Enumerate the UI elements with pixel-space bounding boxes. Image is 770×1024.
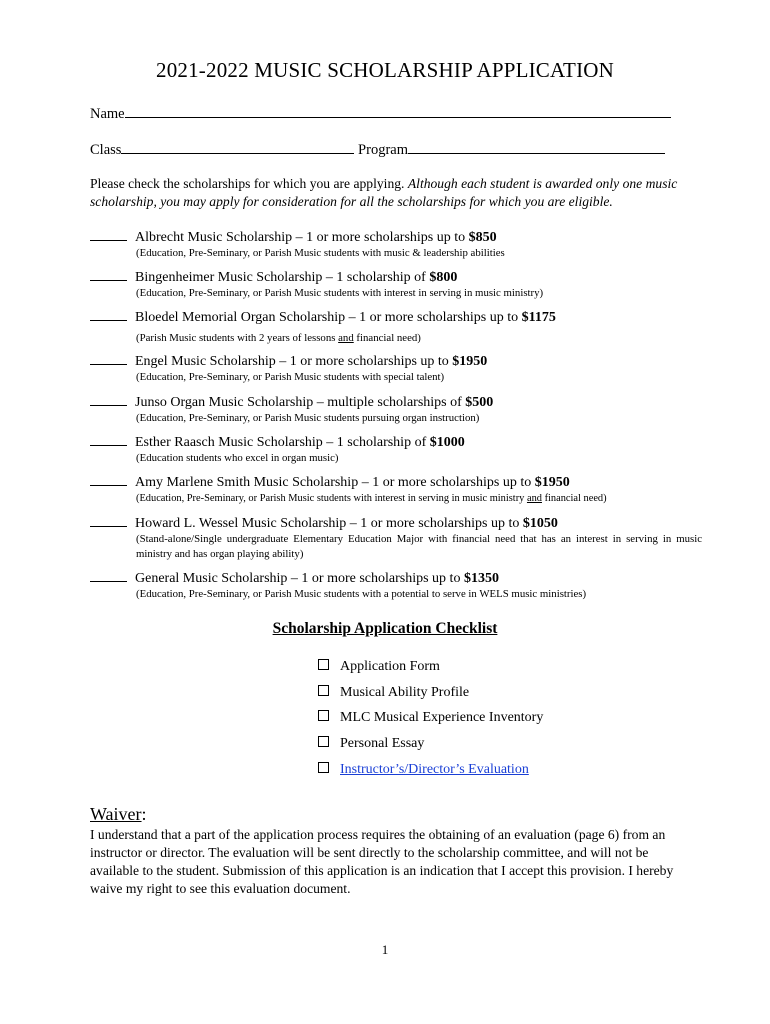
- checklist-item-label: Musical Ability Profile: [340, 685, 470, 700]
- description-text: (Education, Pre-Seminary, or Parish Music students with interest in serving in music ministry: [136, 493, 527, 504]
- scholarship-description: (Education, Pre-Seminary, or Parish Music students with a potential to serve in WELS music ministries): [136, 588, 587, 600]
- description-text: (Parish Music students with 2 years of lessons: [136, 332, 339, 344]
- scholarship-engel: [90, 353, 702, 385]
- scholarship-name: Howard L. Wessel Music Scholarship – 1 or more scholarships up to: [135, 516, 523, 531]
- scholarship-junso: [90, 394, 702, 426]
- waiver-title: Waiver: [90, 804, 142, 824]
- scholarship-amount: $1950: [534, 475, 570, 490]
- scholarship-description: (Education, Pre-Seminary, or Parish Music students with special talent): [136, 371, 445, 383]
- name-blank[interactable]: [125, 104, 671, 118]
- waiver-colon: :: [141, 804, 147, 824]
- scholarship-raasch: [90, 434, 702, 466]
- scholarship-wessel: [90, 515, 702, 562]
- waiver-body: I understand that a part of the application process requires the obtaining of an evaluation (page 6) from an instructor or director. The evaluation will be sent directly to the scholarship committee, and will not be available to the student. Submission of this application is an indication that I accept this provision. I hereby waive my right to see this evaluation document.: [90, 827, 674, 896]
- scholarship-name: Albrecht Music Scholarship – 1 or more scholarships up to: [135, 230, 469, 245]
- scholarship-amount: $850: [468, 230, 497, 245]
- scholarship-amount: $1050: [522, 516, 558, 531]
- checklist-item: [318, 736, 424, 752]
- check-blank[interactable]: [90, 309, 127, 321]
- check-blank[interactable]: [90, 229, 127, 241]
- class-program-row: [90, 140, 665, 159]
- scholarship-description: [136, 491, 710, 506]
- program-blank[interactable]: [408, 140, 665, 154]
- checklist-item: [318, 685, 469, 701]
- checklist-item-label: Application Form: [340, 659, 440, 674]
- check-blank[interactable]: [90, 570, 127, 582]
- intro-text: Please check the scholarships for which you are applying.: [90, 176, 408, 191]
- scholarship-amount: $500: [465, 395, 494, 410]
- checklist-item: [318, 710, 543, 726]
- scholarship-name: Esther Raasch Music Scholarship – 1 scholarship of: [135, 435, 430, 450]
- scholarship-amount: $1350: [463, 571, 499, 586]
- class-label: Class: [90, 142, 122, 158]
- checkbox[interactable]: [318, 685, 329, 696]
- check-blank[interactable]: [90, 394, 127, 406]
- page-number: 1: [381, 942, 389, 957]
- checkbox[interactable]: [318, 736, 329, 747]
- scholarship-description: (Education, Pre-Seminary, or Parish Music students with music & leadership abilities: [136, 247, 505, 259]
- scholarship-name: Bingenheimer Music Scholarship – 1 scholarship of: [135, 270, 430, 285]
- class-blank[interactable]: [121, 140, 354, 154]
- scholarship-description: (Education students who excel in organ music): [136, 452, 339, 464]
- check-blank[interactable]: [90, 269, 127, 281]
- scholarship-amount: $1175: [521, 310, 556, 325]
- checklist-item-label: Personal Essay: [340, 736, 425, 751]
- check-blank[interactable]: [90, 434, 127, 446]
- scholarship-description: (Education, Pre-Seminary, or Parish Music students with interest in serving in music ministry): [136, 287, 544, 299]
- scholarship-name: General Music Scholarship – 1 or more scholarships up to: [135, 571, 464, 586]
- evaluation-link[interactable]: Instructor’s/Director’s Evaluation: [340, 762, 529, 777]
- description-text-end: financial need): [353, 332, 421, 344]
- scholarship-amount: $1000: [429, 435, 465, 450]
- name-field-row: [90, 104, 671, 123]
- description-underlined: and: [338, 332, 354, 344]
- program-label: Program: [358, 142, 408, 158]
- scholarship-name: Amy Marlene Smith Music Scholarship – 1 or more scholarships up to: [135, 475, 535, 490]
- checklist-item: [318, 659, 440, 675]
- scholarship-bingenheimer: [90, 269, 702, 301]
- page-title: 2021-2022 MUSIC SCHOLARSHIP APPLICATION: [156, 58, 614, 82]
- scholarship-description: (Stand-alone/Single undergraduate Elementary Education Major with financial need that has an interest in serving in music ministry and has organ playing ability): [136, 533, 702, 560]
- checklist-item-label: MLC Musical Experience Inventory: [340, 710, 544, 725]
- checkbox[interactable]: [318, 762, 329, 773]
- checkbox[interactable]: [318, 659, 329, 670]
- intro-paragraph: [90, 175, 702, 211]
- scholarship-bloedel: [90, 309, 702, 346]
- scholarship-amount: $800: [429, 270, 458, 285]
- name-label: Name: [90, 106, 125, 122]
- checkbox[interactable]: [318, 710, 329, 721]
- checklist-item: [318, 762, 529, 778]
- check-blank[interactable]: [90, 353, 127, 365]
- scholarship-name: Bloedel Memorial Organ Scholarship – 1 or more scholarships up to: [135, 310, 522, 325]
- description-text-end: financial need): [541, 493, 607, 504]
- waiver-heading: [90, 804, 147, 825]
- intro-italic-text: Although each student is awarded only one music scholarship, you may apply for consideration for all the scholarships for which you are eligible.: [90, 176, 678, 209]
- scholarship-smith: [90, 474, 710, 506]
- scholarship-name: Junso Organ Music Scholarship – multiple scholarships of: [135, 395, 466, 410]
- check-blank[interactable]: [90, 474, 127, 486]
- scholarship-name: Engel Music Scholarship – 1 or more scholarships up to: [135, 354, 453, 369]
- checklist-title: Scholarship Application Checklist: [272, 620, 498, 637]
- scholarship-description: [136, 331, 702, 346]
- scholarship-albrecht: [90, 229, 702, 261]
- check-blank[interactable]: [90, 515, 127, 527]
- scholarship-amount: $1950: [452, 354, 488, 369]
- scholarship-general: [90, 570, 702, 602]
- description-underlined: and: [526, 493, 542, 504]
- scholarship-description: (Education, Pre-Seminary, or Parish Music students pursuing organ instruction): [136, 412, 480, 424]
